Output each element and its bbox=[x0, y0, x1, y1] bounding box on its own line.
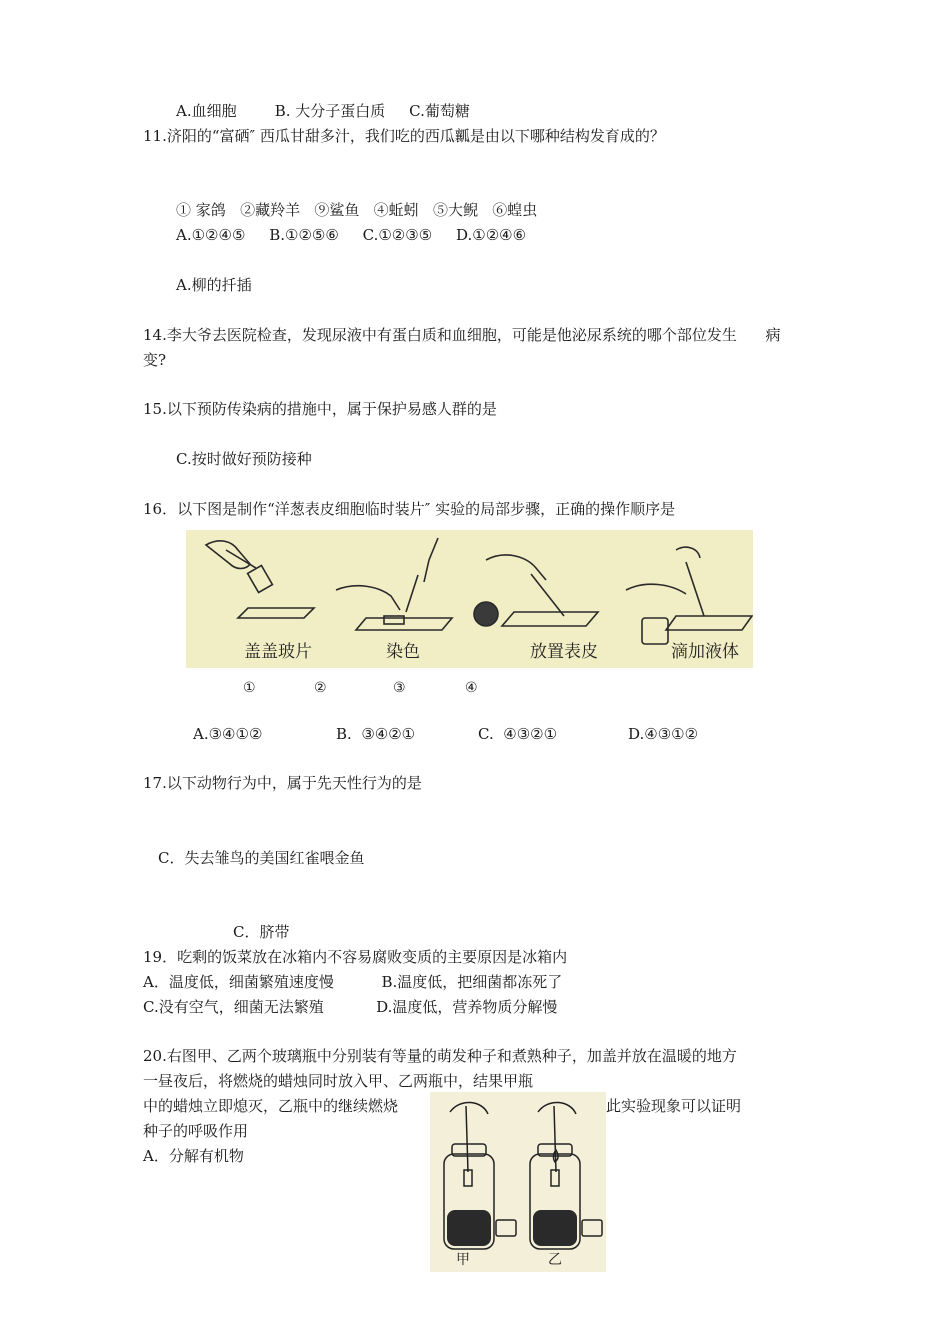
q20-stem-line3b: 此实验现象可以证明 bbox=[606, 1097, 742, 1115]
q20-stem-line3a: 中的蜡烛立即熄灭，乙瓶中的继续燃烧 bbox=[143, 1097, 399, 1115]
q19-stem: 19．吃剩的饭菜放在冰箱内不容易腐败变质的主要原因是冰箱内 bbox=[143, 948, 568, 966]
two-jars-illustration bbox=[430, 1092, 606, 1272]
q20-stem-line2: 一昼夜后，将燃烧的蜡烛同时放入甲、乙两瓶中，结果甲瓶 bbox=[143, 1072, 534, 1090]
q13-option: A.柳的扦插 bbox=[176, 276, 252, 294]
q20-option: A．分解有机物 bbox=[143, 1147, 244, 1165]
onion-slide-steps-figure bbox=[186, 530, 753, 668]
q12-items: ① 家鸽 ②藏羚羊 ⑨鲨鱼 ④蚯蚓 ⑤大鲵 ⑥蝗虫 bbox=[176, 201, 538, 219]
q19-options-line1: A．温度低，细菌繁殖速度慢 B.温度低，把细菌都冻死了 bbox=[143, 973, 563, 991]
q10-options: A.血细胞 B. 大分子蛋白质 C.葡萄糖 bbox=[176, 102, 470, 120]
q16-option-b: B. ③④②① bbox=[336, 725, 416, 743]
step-label-cover-slip: 盖盖玻片 bbox=[244, 642, 312, 662]
q20-stem-line1: 20.右图甲、乙两个玻璃瓶中分别装有等量的萌发种子和煮熟种子，加盖并放在温暖的地方 bbox=[143, 1047, 737, 1065]
q16-option-c: C. ④③②① bbox=[478, 725, 558, 743]
two-jars-candle-figure bbox=[430, 1092, 606, 1272]
figure-marker-4: ④ bbox=[465, 680, 478, 696]
q15-option: C.按时做好预防接种 bbox=[176, 450, 312, 468]
jar-label-yi: 乙 bbox=[548, 1252, 562, 1268]
step-label-place-epidermis: 放置表皮 bbox=[530, 642, 598, 662]
q12-options: A.①②④⑤ B.①②⑤⑥ C.①②③⑤ D.①②④⑥ bbox=[176, 226, 527, 244]
q17-option: C．失去雏鸟的美国红雀喂金鱼 bbox=[158, 849, 365, 867]
q19-options-line2: C.没有空气，细菌无法繁殖 D.温度低，营养物质分解慢 bbox=[143, 998, 558, 1016]
step-label-drop-liquid: 滴加液体 bbox=[671, 642, 739, 662]
q14-stem-line2: 变? bbox=[143, 351, 167, 369]
q15-stem: 15.以下预防传染病的措施中，属于保护易感人群的是 bbox=[143, 400, 497, 418]
q17-stem: 17.以下动物行为中，属于先天性行为的是 bbox=[143, 774, 422, 792]
q18-option: C．脐带 bbox=[233, 923, 290, 941]
jar-label-jia: 甲 bbox=[456, 1252, 470, 1268]
figure-marker-2: ② bbox=[314, 680, 327, 696]
step-label-stain: 染色 bbox=[386, 642, 420, 662]
figure-marker-1: ① bbox=[243, 680, 256, 696]
q14-stem-line1: 14.李大爷去医院检查，发现尿液中有蛋白质和血细胞，可能是他泌尿系统的哪个部位发生 病 bbox=[143, 326, 781, 344]
q16-stem: 16．以下图是制作“洋葱表皮细胞临时装片″ 实验的局部步骤，正确的操作顺序是 bbox=[143, 500, 676, 518]
q11-stem: 11.济阳的“富硒″ 西瓜甘甜多汁，我们吃的西瓜瓤是由以下哪种结构发育成的？ bbox=[143, 127, 665, 145]
figure-marker-3: ③ bbox=[393, 680, 406, 696]
q16-option-d: D.④③①② bbox=[628, 725, 699, 743]
q16-option-a: A.③④①② bbox=[193, 725, 263, 743]
q20-stem-line4: 种子的呼吸作用 bbox=[143, 1122, 249, 1140]
